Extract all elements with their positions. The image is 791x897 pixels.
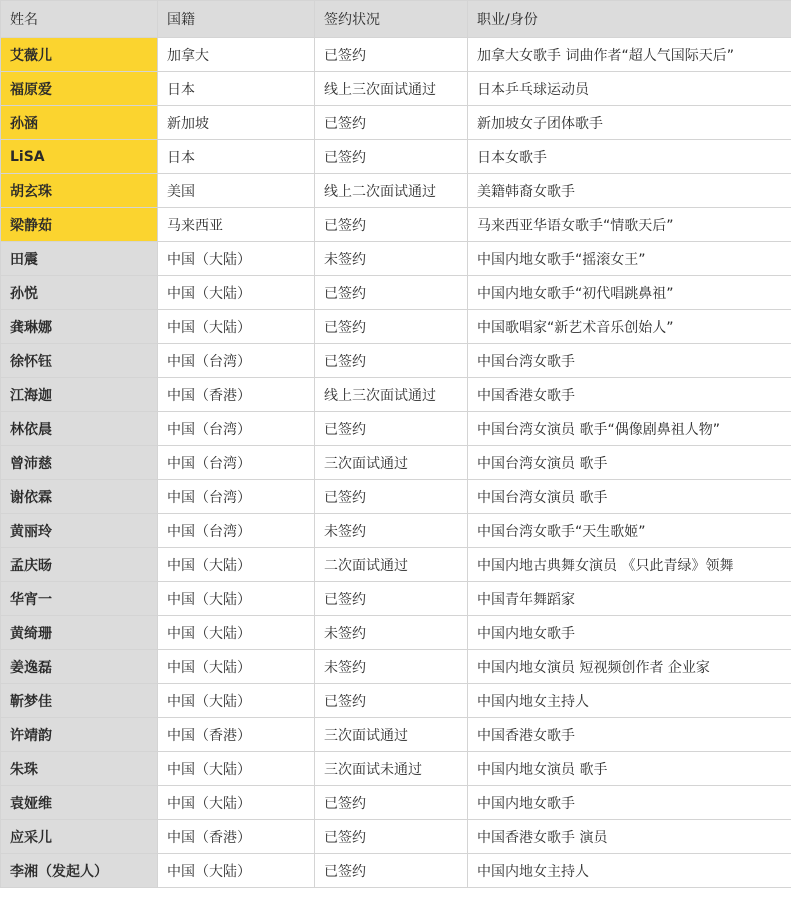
person-name: 黄丽玲 [1, 514, 158, 548]
nationality-cell: 中国（台湾） [158, 446, 315, 480]
person-name: 福原爱 [1, 72, 158, 106]
occupation-cell: 中国台湾女歌手“天生歌姬” [468, 514, 791, 548]
person-name: 孙涵 [1, 106, 158, 140]
person-name: 靳梦佳 [1, 684, 158, 718]
nationality-cell: 中国（大陆） [158, 650, 315, 684]
contract-status-cell: 已签约 [315, 276, 468, 310]
occupation-cell: 中国内地女歌手“摇滚女王” [468, 242, 791, 276]
person-name: 田震 [1, 242, 158, 276]
table-row [1, 820, 791, 854]
contract-status-cell: 已签约 [315, 208, 468, 242]
column-header-nationality: 国籍 [158, 1, 315, 38]
person-name: 应采儿 [1, 820, 158, 854]
occupation-cell: 中国香港女歌手 演员 [468, 820, 791, 854]
occupation-cell: 中国台湾女歌手 [468, 344, 791, 378]
table-row [1, 548, 791, 582]
occupation-cell: 中国歌唱家“新艺术音乐创始人” [468, 310, 791, 344]
contract-status-cell: 已签约 [315, 310, 468, 344]
nationality-cell: 中国（大陆） [158, 786, 315, 820]
contract-status-cell: 已签约 [315, 480, 468, 514]
occupation-cell: 日本女歌手 [468, 140, 791, 174]
person-name: 华宵一 [1, 582, 158, 616]
contract-status-cell: 已签约 [315, 854, 468, 888]
person-name: 谢依霖 [1, 480, 158, 514]
contract-status-cell: 已签约 [315, 684, 468, 718]
occupation-cell: 中国内地女演员 短视频创作者 企业家 [468, 650, 791, 684]
table-row [1, 786, 791, 820]
contract-status-cell: 已签约 [315, 820, 468, 854]
column-header-occupation: 职业/身份 [468, 1, 791, 38]
person-name: 艾薇儿 [1, 38, 158, 72]
occupation-cell: 中国台湾女演员 歌手 [468, 480, 791, 514]
nationality-cell: 马来西亚 [158, 208, 315, 242]
occupation-cell: 日本乒乓球运动员 [468, 72, 791, 106]
contract-status-cell: 已签约 [315, 140, 468, 174]
nationality-cell: 中国（大陆） [158, 854, 315, 888]
contract-status-cell: 已签约 [315, 412, 468, 446]
person-name: LiSA [1, 140, 158, 174]
table-row [1, 684, 791, 718]
table-row [1, 378, 791, 412]
contract-status-cell: 未签约 [315, 616, 468, 650]
nationality-cell: 中国（大陆） [158, 616, 315, 650]
table-row [1, 242, 791, 276]
table-row [1, 276, 791, 310]
occupation-cell: 中国内地女主持人 [468, 684, 791, 718]
nationality-cell: 中国（大陆） [158, 752, 315, 786]
contract-status-cell: 已签约 [315, 106, 468, 140]
occupation-cell: 中国内地女主持人 [468, 854, 791, 888]
table-row [1, 412, 791, 446]
nationality-cell: 中国（香港） [158, 378, 315, 412]
person-name: 朱珠 [1, 752, 158, 786]
person-name: 袁娅维 [1, 786, 158, 820]
column-header-name: 姓名 [1, 1, 158, 38]
nationality-cell: 中国（台湾） [158, 514, 315, 548]
column-header-contract-status: 签约状况 [315, 1, 468, 38]
occupation-cell: 中国台湾女演员 歌手 [468, 446, 791, 480]
table-row [1, 650, 791, 684]
person-name: 孙悦 [1, 276, 158, 310]
nationality-cell: 中国（大陆） [158, 242, 315, 276]
nationality-cell: 中国（香港） [158, 718, 315, 752]
table-row [1, 208, 791, 242]
nationality-cell: 中国（大陆） [158, 310, 315, 344]
contract-status-cell: 已签约 [315, 38, 468, 72]
nationality-cell: 中国（大陆） [158, 684, 315, 718]
contract-status-cell: 二次面试通过 [315, 548, 468, 582]
nationality-cell: 中国（台湾） [158, 480, 315, 514]
table-row [1, 616, 791, 650]
table-row [1, 174, 791, 208]
contract-status-cell: 线上二次面试通过 [315, 174, 468, 208]
person-name: 曾沛慈 [1, 446, 158, 480]
table-header [1, 1, 791, 38]
person-name: 龚琳娜 [1, 310, 158, 344]
occupation-cell: 中国内地古典舞女演员 《只此青绿》领舞 [468, 548, 791, 582]
table-row [1, 310, 791, 344]
contract-status-cell: 未签约 [315, 242, 468, 276]
nationality-cell: 中国（台湾） [158, 344, 315, 378]
nationality-cell: 中国（大陆） [158, 276, 315, 310]
person-name: 黄绮珊 [1, 616, 158, 650]
person-name: 梁静茹 [1, 208, 158, 242]
contract-status-cell: 已签约 [315, 786, 468, 820]
table-row [1, 106, 791, 140]
nationality-cell: 加拿大 [158, 38, 315, 72]
occupation-cell: 中国香港女歌手 [468, 718, 791, 752]
nationality-cell: 日本 [158, 140, 315, 174]
person-name: 江海迦 [1, 378, 158, 412]
table-row [1, 38, 791, 72]
contract-status-cell: 三次面试通过 [315, 446, 468, 480]
table-row [1, 752, 791, 786]
occupation-cell: 马来西亚华语女歌手“情歌天后” [468, 208, 791, 242]
contract-status-cell: 线上三次面试通过 [315, 72, 468, 106]
occupation-cell: 中国青年舞蹈家 [468, 582, 791, 616]
person-name: 徐怀钰 [1, 344, 158, 378]
person-name: 胡玄珠 [1, 174, 158, 208]
table-row [1, 140, 791, 174]
table-body [1, 38, 791, 888]
occupation-cell: 中国内地女歌手 [468, 616, 791, 650]
occupation-cell: 中国台湾女演员 歌手“偶像剧鼻祖人物” [468, 412, 791, 446]
occupation-cell: 中国内地女演员 歌手 [468, 752, 791, 786]
nationality-cell: 中国（香港） [158, 820, 315, 854]
nationality-cell: 中国（大陆） [158, 548, 315, 582]
nationality-cell: 美国 [158, 174, 315, 208]
table-row [1, 718, 791, 752]
contract-status-cell: 线上三次面试通过 [315, 378, 468, 412]
person-name: 许靖韵 [1, 718, 158, 752]
contract-status-cell: 未签约 [315, 650, 468, 684]
person-name: 姜逸磊 [1, 650, 158, 684]
nationality-cell: 日本 [158, 72, 315, 106]
table-row [1, 72, 791, 106]
occupation-cell: 新加坡女子团体歌手 [468, 106, 791, 140]
table-row [1, 480, 791, 514]
occupation-cell: 美籍韩裔女歌手 [468, 174, 791, 208]
table-row [1, 582, 791, 616]
occupation-cell: 中国内地女歌手 [468, 786, 791, 820]
person-name: 李湘（发起人） [1, 854, 158, 888]
nationality-cell: 中国（台湾） [158, 412, 315, 446]
person-name: 林依晨 [1, 412, 158, 446]
occupation-cell: 中国香港女歌手 [468, 378, 791, 412]
contract-status-cell: 三次面试通过 [315, 718, 468, 752]
table-row [1, 446, 791, 480]
nationality-cell: 中国（大陆） [158, 582, 315, 616]
occupation-cell: 加拿大女歌手 词曲作者“超人气国际天后” [468, 38, 791, 72]
table-row [1, 344, 791, 378]
table-row [1, 514, 791, 548]
contract-status-cell: 已签约 [315, 344, 468, 378]
nationality-cell: 新加坡 [158, 106, 315, 140]
occupation-cell: 中国内地女歌手“初代唱跳鼻祖” [468, 276, 791, 310]
table-row [1, 854, 791, 888]
contract-status-cell: 三次面试未通过 [315, 752, 468, 786]
contract-status-cell: 未签约 [315, 514, 468, 548]
person-name: 孟庆旸 [1, 548, 158, 582]
header-row [1, 1, 791, 38]
contract-status-cell: 已签约 [315, 582, 468, 616]
